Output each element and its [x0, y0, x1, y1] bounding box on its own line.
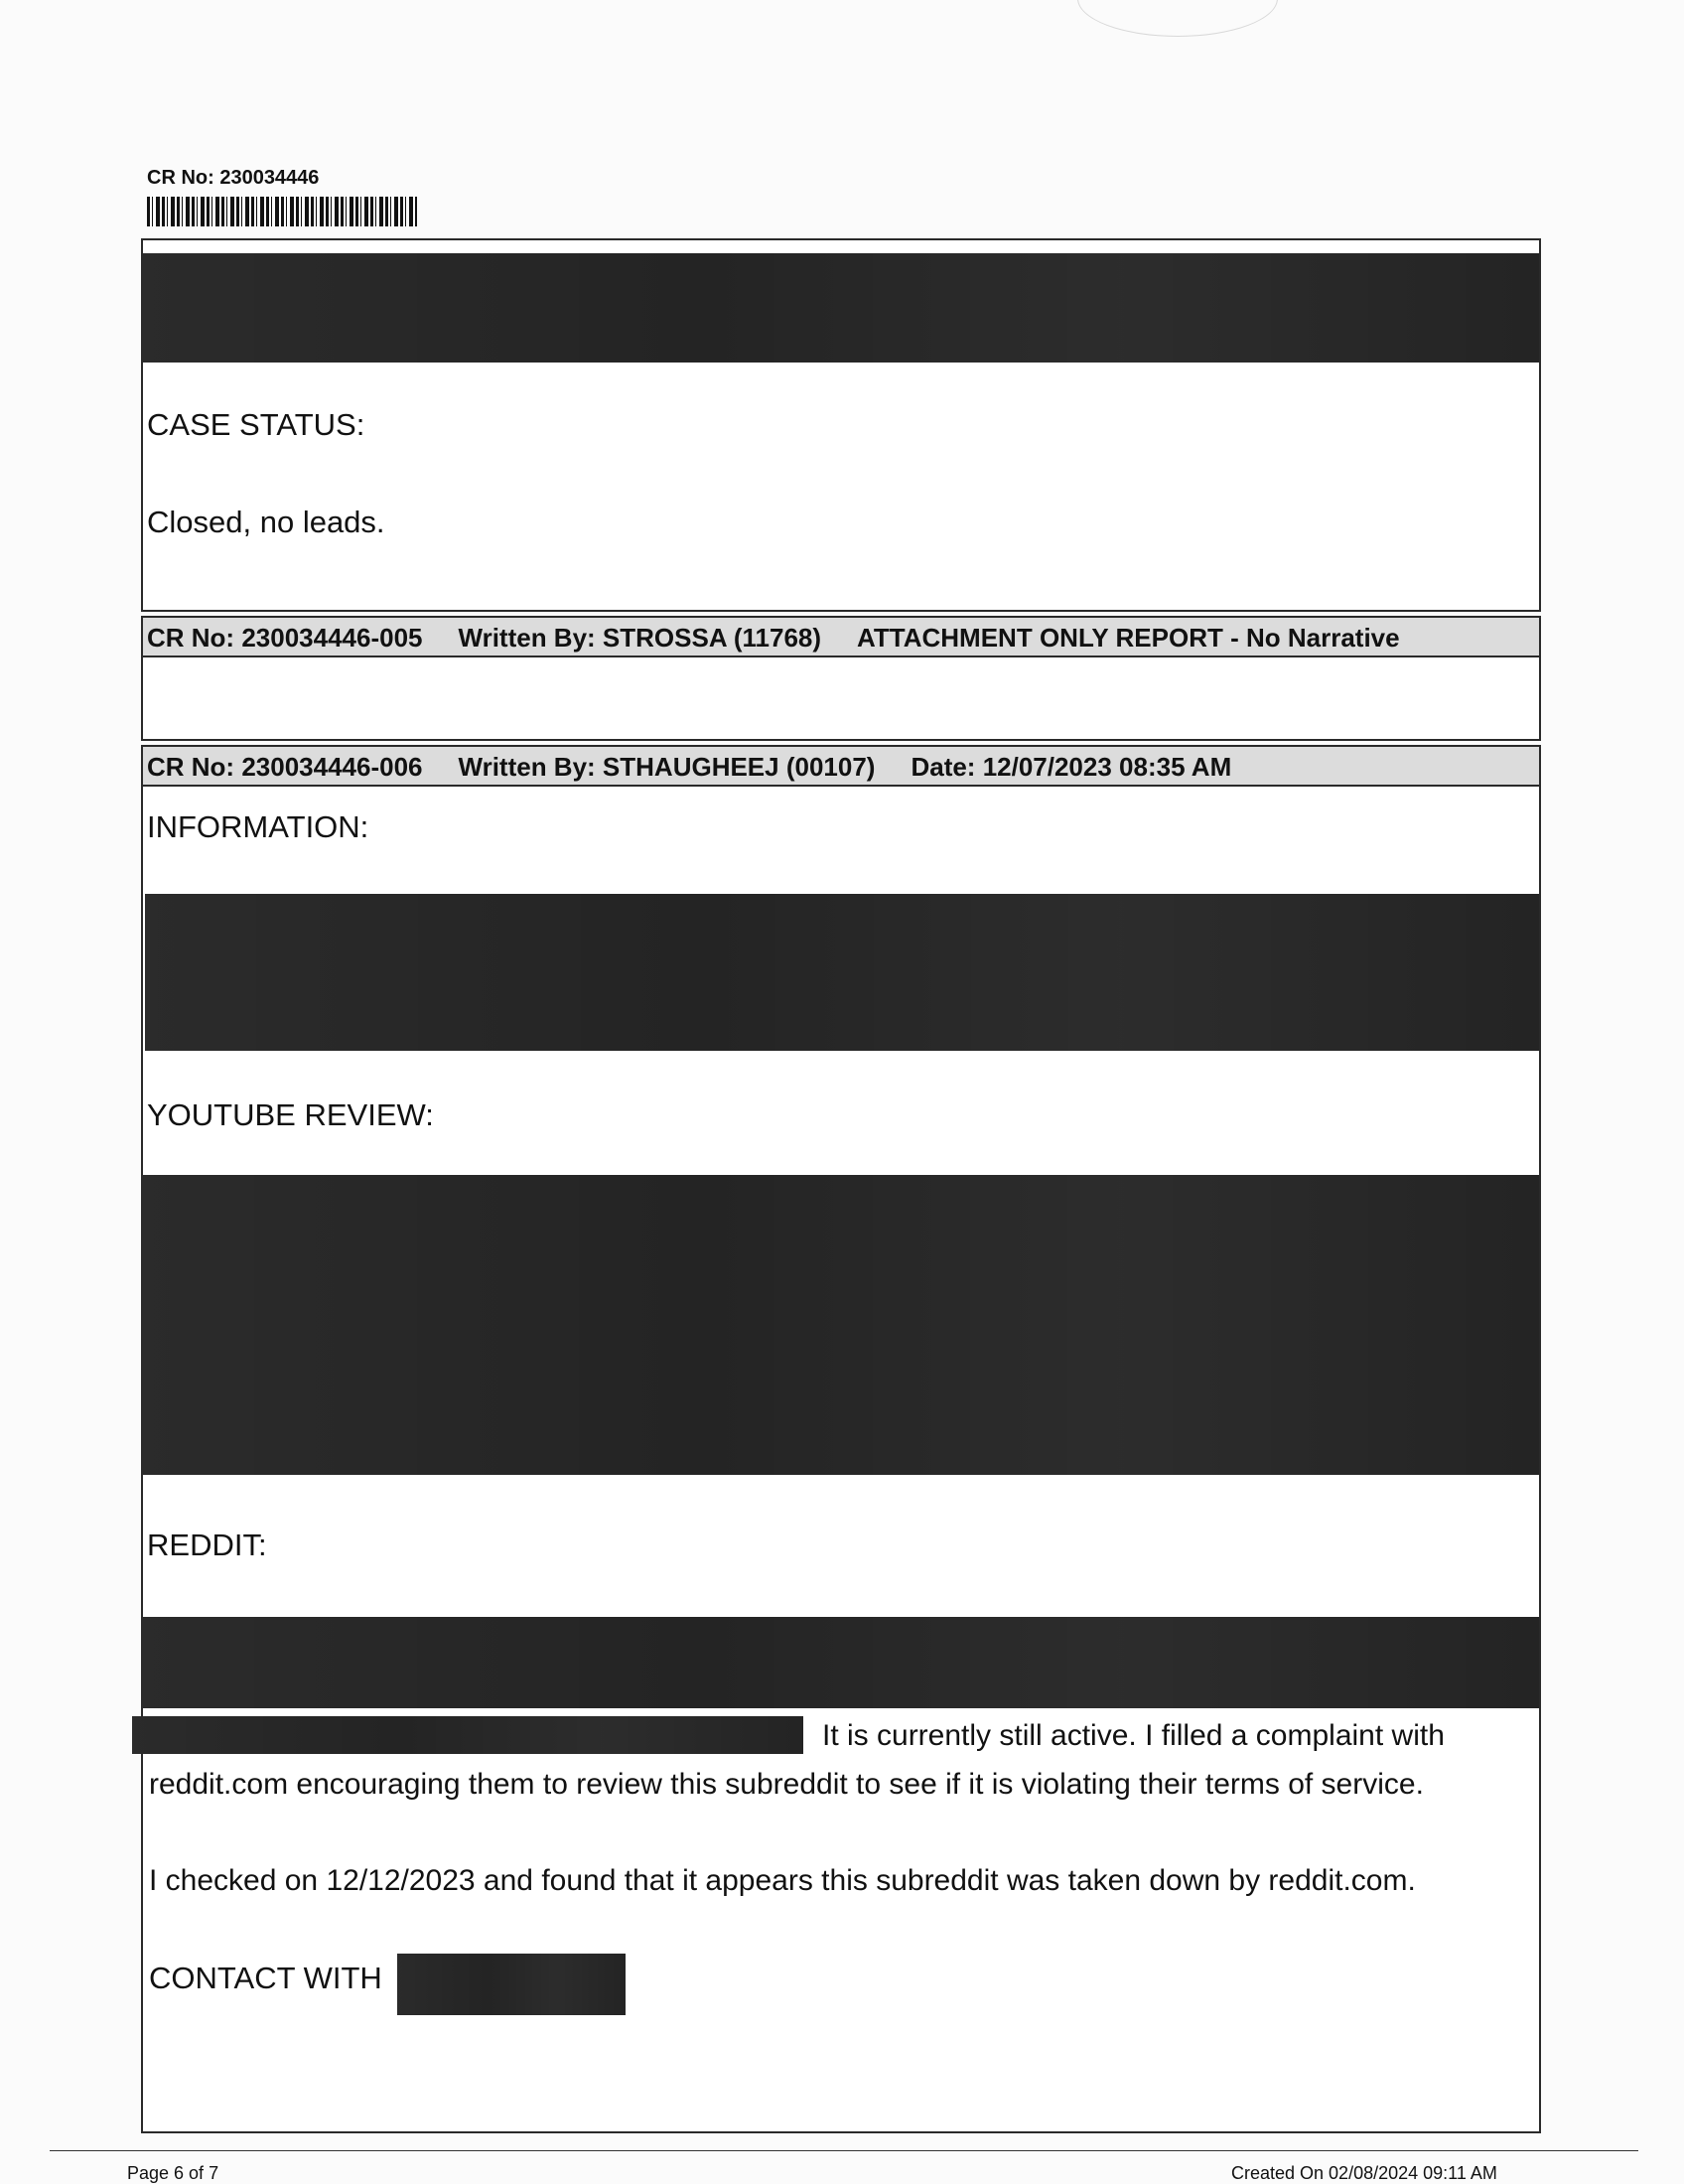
redaction-block [397, 1954, 626, 2015]
footer-page-number: Page 6 of 7 [127, 2163, 219, 2183]
reddit-label: REDDIT: [147, 1528, 267, 1562]
reddit-text-line-1: It is currently still active. I filled a complaint with [822, 1719, 1445, 1752]
footer-created-on: Created On 02/08/2024 09:11 AM [1231, 2163, 1497, 2183]
redaction-block [143, 253, 1539, 363]
page-cr-number: CR No: 230034446 [147, 167, 320, 189]
footer-divider [50, 2150, 1638, 2151]
case-status-label: CASE STATUS: [147, 407, 365, 442]
youtube-review-label: YOUTUBE REVIEW: [147, 1097, 434, 1132]
entry-005-note: ATTACHMENT ONLY REPORT - No Narrative [857, 623, 1400, 653]
reddit-text-line-2: reddit.com encouraging them to review this subreddit to see if it is violating their terms of service. [149, 1768, 1424, 1801]
entry-006-author: Written By: STHAUGHEEJ (00107) [458, 752, 876, 782]
case-status-text: Closed, no leads. [147, 505, 385, 539]
entry-005-cr-number: CR No: 230034446-005 [147, 623, 423, 653]
information-label: INFORMATION: [147, 809, 369, 844]
entry-005-body [141, 655, 1541, 741]
redaction-block [145, 894, 1539, 1051]
entry-006-cr-number: CR No: 230034446-006 [147, 752, 423, 782]
entry-005-author: Written By: STROSSA (11768) [458, 623, 822, 653]
entry-006-date: Date: 12/07/2023 08:35 AM [911, 752, 1232, 782]
entry-005-header [141, 616, 1541, 657]
entry-006-header [141, 745, 1541, 787]
contact-with-label: CONTACT WITH [149, 1961, 382, 1995]
barcode-icon [147, 197, 417, 226]
reddit-text-line-3: I checked on 12/12/2023 and found that it appears this subreddit was taken down by reddit.com. [149, 1864, 1416, 1897]
redaction-block [143, 1175, 1539, 1475]
redaction-block [132, 1716, 803, 1754]
scan-artifact-circle [1077, 0, 1278, 37]
redaction-block [143, 1617, 1539, 1708]
